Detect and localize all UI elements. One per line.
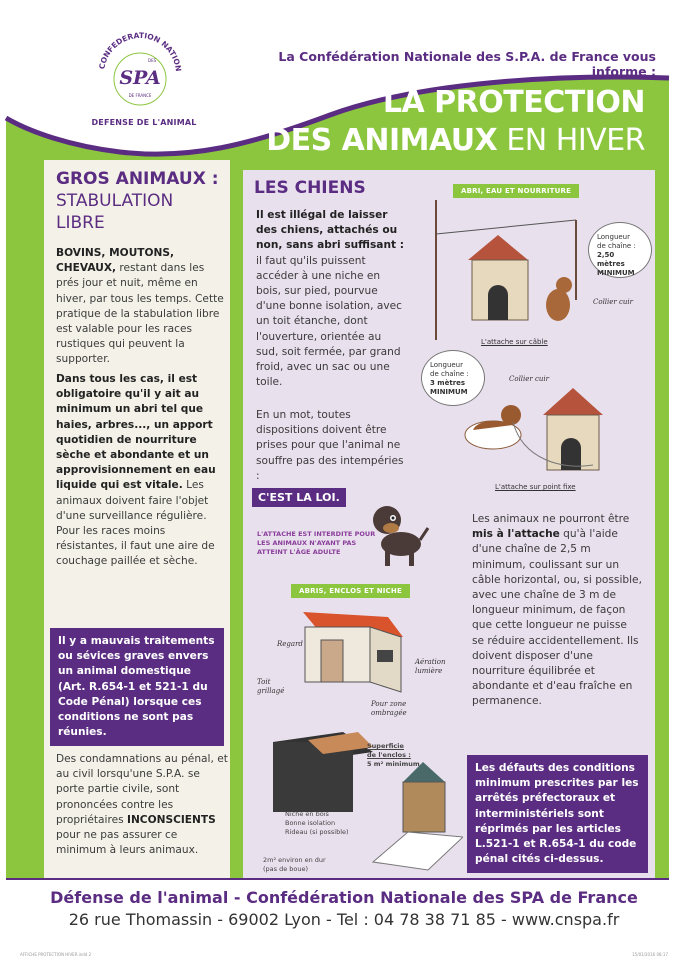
- kennel-cable-illustration-icon: [428, 190, 588, 340]
- p2-text: Les animaux doivent faire l'objet d'une surveillance régulière. Pour les races moins résistantes, il faut une aire de couchage paillée et sèche.: [56, 479, 215, 568]
- puppy-illustration-icon: [365, 500, 431, 570]
- logo-caption: DEFENSE DE L'ANIMAL: [91, 118, 197, 127]
- bubble1-line: MINIMUM: [597, 269, 635, 277]
- right-panel: [243, 170, 655, 878]
- collier-label-2: Collier cuir: [509, 375, 550, 383]
- footer-organization: Défense de l'animal - Confédération Nationale des SPA de France: [50, 888, 638, 907]
- niche-line: Rideau (si possible): [285, 828, 349, 836]
- label-toit-grillage: Toit grillagé: [257, 678, 285, 695]
- attache-note: L'ATTACHE EST INTERDITE POUR LES ANIMAUX N'AYANT PAS ATTEINT L'ÂGE ADULTE: [257, 530, 376, 556]
- p3-text-a: Des condamnations au pénal, et au civil lorsqu'une S.P.A. se porte partie civile, sont prononcées contre les propriétaires: [56, 753, 228, 826]
- p3-text-b: pour ne pas assurer ce minimum à leurs animaux.: [56, 829, 199, 857]
- footer-address: 26 rue Thomassin - 69002 Lyon - Tel : 04 78 38 71 85 - www.cnspa.fr: [68, 910, 620, 929]
- dur-line: 2m² environ en dur: [263, 856, 326, 864]
- caption-attache-cable: L'attache sur câble: [481, 338, 548, 346]
- left-panel: [44, 160, 230, 878]
- left-heading-light: STABULATION LIBRE: [56, 191, 174, 233]
- tag-abris-enclos-niche: ABRIS, ENCLOS ET NICHE: [291, 584, 410, 598]
- c3-bold: mis à l'attache: [472, 528, 560, 541]
- right-purple-box: Les défauts des conditions minimum prescrites par les arrêtés préfectoraux et interministériels sont réprimés par les articles L.521-1 et R.654-1 du code pénal cités ci-dessus.: [467, 755, 648, 873]
- label-niche: [285, 810, 349, 837]
- title-line2: [266, 122, 645, 160]
- superficie-line: Superficie: [367, 742, 404, 750]
- caption-attache-point-fixe: L'attache sur point fixe: [495, 483, 576, 491]
- left-purple-box: Il y a mauvais traitements ou sévices graves envers un animal domestique (Art. R.654-1 et 521-1 du Code Pénal) lorsque ces conditions ne sont pas réunies.: [50, 628, 224, 746]
- info-line: La Confédération Nationale des S.P.A. de France vous informe :: [278, 49, 656, 79]
- page-title: [266, 84, 645, 160]
- print-meta-date: 15/01/2016 08:17: [632, 952, 668, 957]
- dur-line: (pas de boue): [263, 865, 309, 873]
- label-aeration: Aération lumière: [415, 658, 446, 675]
- bubble2-line: Longueur: [430, 361, 463, 369]
- p1-bold: BOVINS, MOUTONS, CHEVAUX,: [56, 247, 175, 275]
- c3-text-b: qu'à l'aide d'une chaîne de 2,5 m minimum, coulissant sur un câble horizontal, ou, si possible, avec une chaîne de 3 m de longueur minimum, de façon que cette longueur ne puisse se réduire accidentellement. Ils doivent disposer d'une nourriture équilibrée et abondante et d'eau fraîche en permanence.: [472, 528, 642, 708]
- bubble1-line: Longueur: [597, 233, 630, 241]
- left-paragraph-3: [56, 752, 228, 858]
- c1-bold: Il est illégal de laisser des chiens, attachés ou non, sans abri suffisant :: [256, 209, 404, 252]
- chain-length-bubble-2: [421, 350, 485, 406]
- bubble2-line: MINIMUM: [430, 388, 468, 396]
- tag-abri-eau-nourriture: ABRI, EAU ET NOURRITURE: [453, 184, 579, 198]
- print-meta-file: AFFICHE PROTECTION HIVER.indd 2: [20, 952, 92, 957]
- title-light: EN HIVER: [497, 123, 645, 158]
- label-zone-ombragee: Pour zone ombragée: [371, 700, 407, 717]
- bubble1-line: 2,50 mètres: [597, 251, 625, 268]
- label-dur: [263, 856, 326, 874]
- collier-label-1: Collier cuir: [593, 298, 634, 306]
- bubble1-line: de chaîne :: [597, 242, 636, 250]
- p3-bold: INCONSCIENTS: [127, 813, 216, 826]
- chiens-paragraph-2: En un mot, toutes dispositions doivent être prises pour que l'animal ne souffre pas des intempéries :: [256, 409, 404, 482]
- spa-logo: [90, 24, 190, 124]
- p2-bold: Dans tous les cas, il est obligatoire qu'il y ait au minimum un abri tel que haies, arbres..., un apport quotidien de nourriture sèche et abondante et un approvisionnement en eau liquide qui est vitale.: [56, 373, 216, 492]
- bubble2-line: 3 mètres: [430, 379, 466, 387]
- logo-arc-text: CONFEDERATION NATION: [97, 30, 183, 73]
- left-heading-bold: GROS ANIMAUX :: [56, 169, 219, 189]
- c3-text-a: Les animaux ne pourront être: [472, 513, 630, 525]
- loi-badge: C'EST LA LOI.: [252, 488, 346, 507]
- bubble2-line: de chaîne :: [430, 370, 469, 378]
- left-paragraph-2: [56, 372, 228, 570]
- left-paragraph-1: [56, 246, 228, 368]
- niche-line: Bonne isolation: [285, 819, 336, 827]
- chiens-heading: LES CHIENS: [254, 178, 366, 198]
- logo-des: DES: [148, 58, 157, 63]
- logo-brand: SPA: [119, 67, 161, 89]
- title-line1: LA PROTECTION: [382, 85, 645, 120]
- label-superficie: [367, 742, 420, 769]
- label-regard: Regard: [277, 640, 303, 648]
- chiens-paragraph-3: [472, 512, 642, 710]
- superficie-line: 5 m² minimum: [367, 760, 420, 768]
- superficie-line: de l'enclos :: [367, 751, 411, 759]
- p1-text: restant dans les prés jour et nuit, même en hiver, par tous les temps. Cette pratique de la stabulation libre est valable pour les races rustiques qui peuvent la supporter.: [56, 262, 224, 366]
- logo-de-france: DE FRANCE: [128, 93, 152, 98]
- chiens-paragraph-1: [256, 208, 406, 390]
- chain-length-bubble-1: [588, 222, 652, 278]
- c1-text: il faut qu'ils puissent accéder à une niche en bois, sur pied, pourvue d'une bonne isolation, avec un toit étanche, dont l'ouverture, orientée au sud, soit fermée, par grand froid, avec un sac ou une toile.: [256, 254, 402, 389]
- niche-line: Niche en bois: [285, 810, 329, 818]
- title-bold: DES ANIMAUX: [266, 123, 498, 158]
